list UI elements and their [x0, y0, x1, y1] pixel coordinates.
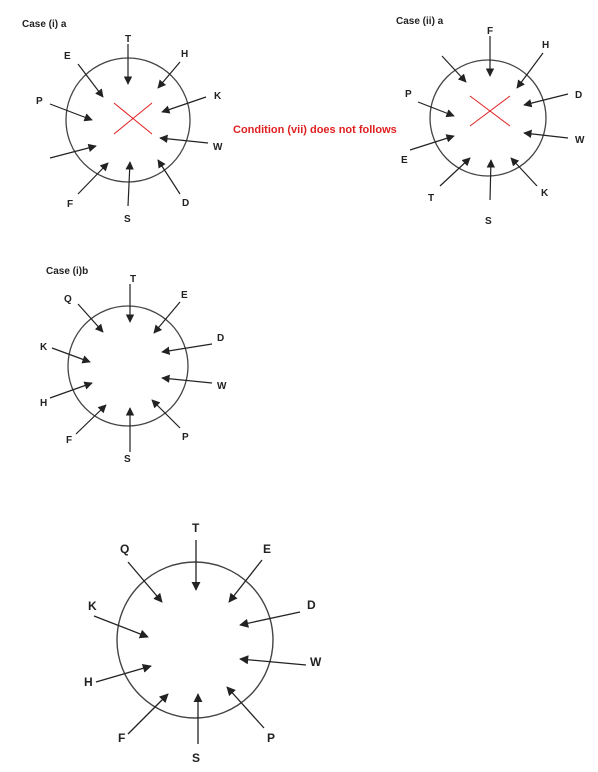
- arrow-W: [524, 133, 568, 138]
- seat-label: H: [181, 49, 189, 60]
- arrow-P: [50, 104, 92, 120]
- arrow-P: [227, 687, 264, 728]
- seat-label: K: [40, 342, 48, 353]
- seat-label: K: [214, 91, 222, 102]
- arrow-W: [240, 659, 306, 665]
- seat-label: W: [310, 655, 322, 669]
- seat-label: K: [88, 599, 97, 613]
- seat-label: F: [118, 731, 126, 745]
- condition-text: Condition (vii) does not follows: [233, 124, 397, 136]
- diagram-case-i-a: [22, 19, 223, 225]
- seat-label: T: [130, 274, 137, 285]
- seat-label: F: [66, 435, 73, 446]
- seat-label: E: [64, 51, 71, 62]
- seat-label: Q: [120, 542, 130, 556]
- arrow-Q: [128, 562, 162, 602]
- seat-label: D: [307, 598, 316, 612]
- arrow-H: [158, 62, 180, 88]
- diagram-case-i-b: [40, 266, 227, 465]
- arrow-F: [128, 694, 168, 734]
- seat-label: T: [125, 34, 132, 45]
- seat-label: W: [575, 135, 585, 146]
- arrow-P: [418, 102, 454, 116]
- arrow-F: [78, 163, 108, 194]
- arrow-E: [229, 560, 262, 602]
- diagram-title: Case (i) a: [22, 19, 67, 30]
- seat-label: S: [124, 214, 131, 225]
- seat-label: P: [267, 731, 276, 745]
- arrow-S: [490, 160, 491, 200]
- arrow-E: [154, 302, 180, 333]
- arrow-K: [511, 158, 537, 186]
- seat-label: P: [405, 89, 412, 100]
- seat-label: P: [182, 432, 189, 443]
- seat-label: S: [192, 751, 201, 765]
- seat-label: F: [487, 26, 494, 37]
- arrow-K: [162, 97, 206, 112]
- arrow-H: [96, 666, 151, 682]
- diagram-case-ii-a: [396, 16, 585, 227]
- arrow-P: [152, 400, 180, 428]
- seat-label: W: [213, 142, 223, 153]
- seat-label: Q: [64, 294, 72, 305]
- arrow-D: [158, 160, 180, 194]
- seat-label: D: [217, 333, 225, 344]
- seat-label: K: [541, 188, 549, 199]
- seat-label: T: [192, 521, 200, 535]
- arrow-S: [128, 162, 130, 206]
- arrow-D: [524, 94, 568, 105]
- arrow-D: [162, 344, 212, 352]
- seat-label: E: [263, 542, 272, 556]
- diagram-final: [84, 521, 322, 765]
- seat-label: H: [542, 40, 550, 51]
- seat-label: W: [217, 381, 227, 392]
- table-circle: [430, 60, 546, 176]
- seat-label: S: [485, 216, 492, 227]
- seat-label: T: [428, 193, 435, 204]
- arrow-W: [160, 138, 208, 143]
- arrow-K: [52, 348, 90, 362]
- seat-label: E: [181, 290, 188, 301]
- diagram-title: Case (i)b: [46, 266, 89, 277]
- cross-mark: [470, 96, 510, 126]
- table-circle: [68, 306, 188, 426]
- seat-label: H: [84, 675, 93, 689]
- arrow-D: [240, 612, 300, 625]
- diagram-title: Case (ii) a: [396, 16, 444, 27]
- table-circle: [117, 562, 273, 718]
- arrow-E: [78, 64, 103, 97]
- seat-label: H: [40, 398, 48, 409]
- seat-label: F: [67, 199, 74, 210]
- seat-label: P: [36, 96, 43, 107]
- arrow-K: [94, 616, 148, 637]
- seat-label: D: [182, 198, 190, 209]
- cross-mark: [114, 103, 152, 134]
- seat-label: E: [401, 155, 408, 166]
- seat-label: S: [124, 454, 131, 465]
- arrow-E: [410, 136, 454, 150]
- seat-label: D: [575, 90, 583, 101]
